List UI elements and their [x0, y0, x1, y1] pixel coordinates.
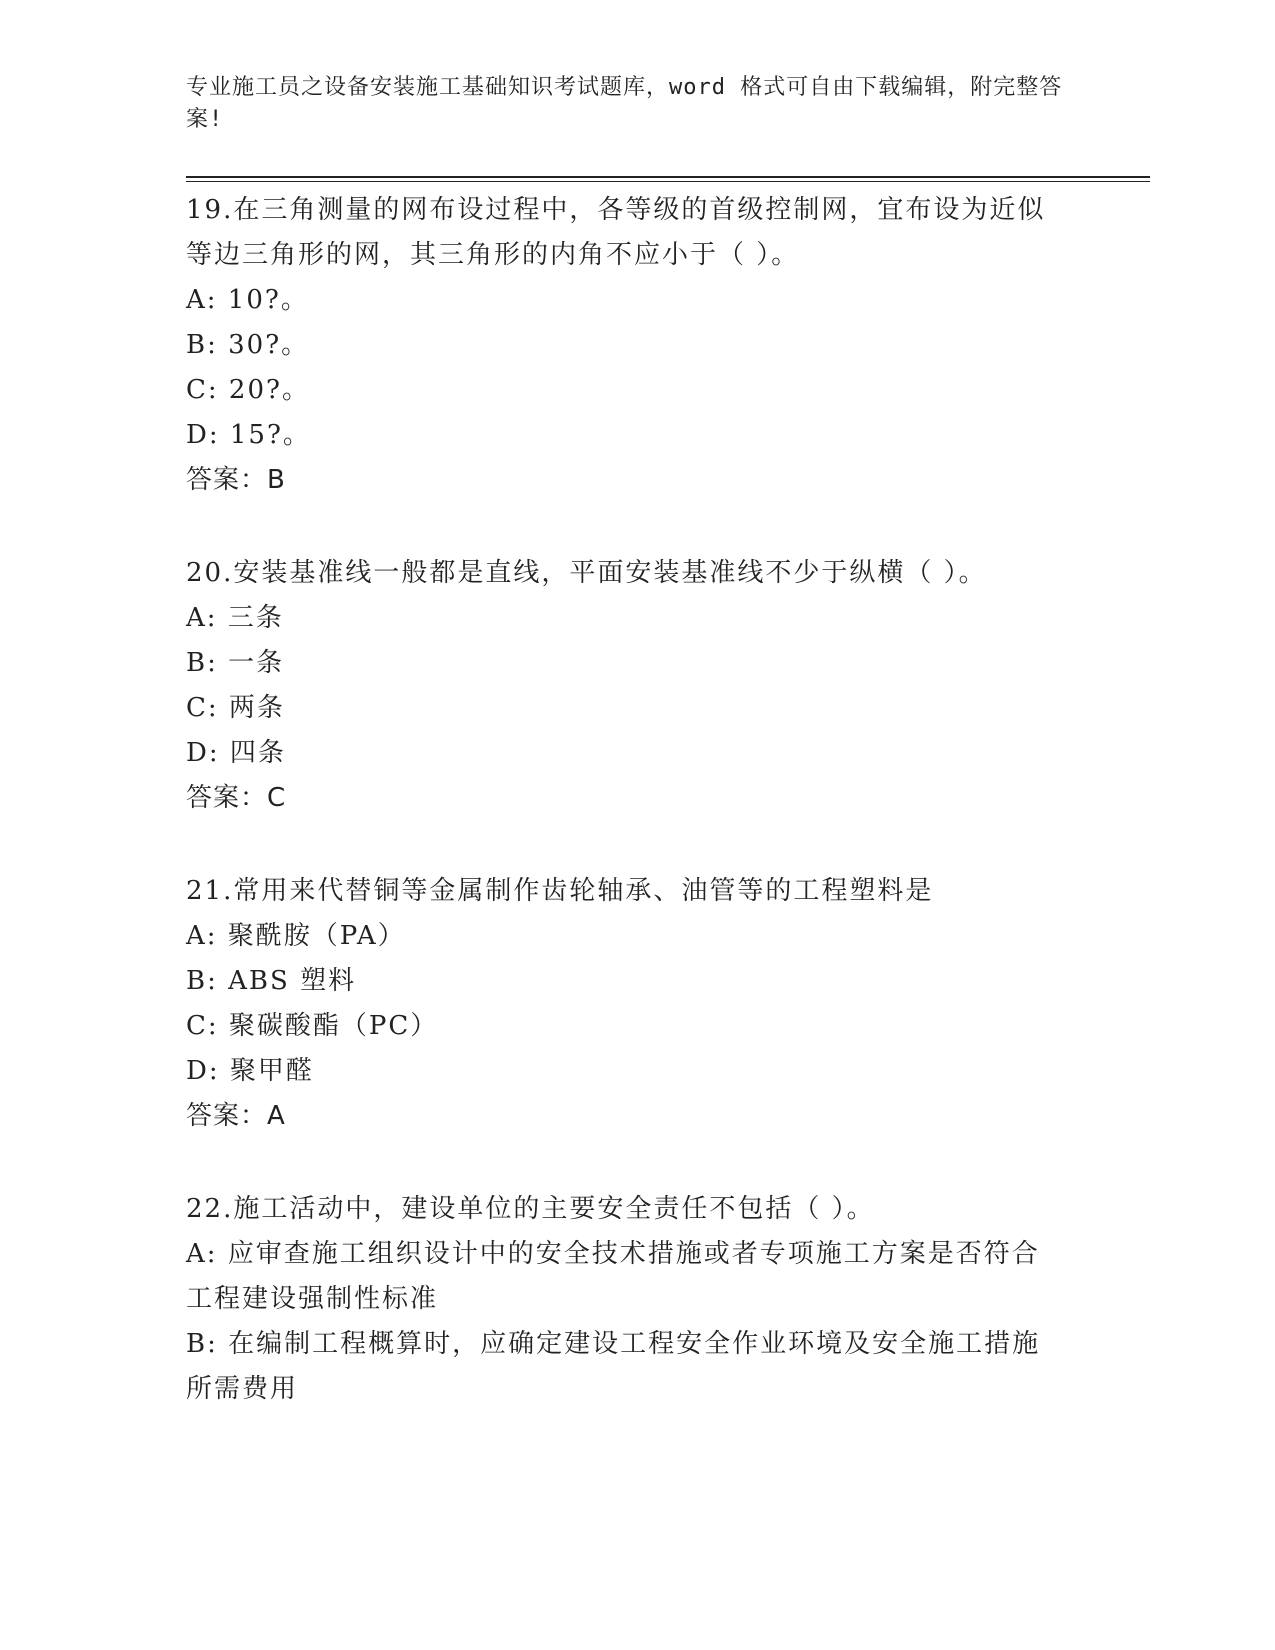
- question-stem: 20.安装基准线一般都是直线，平面安装基准线不少于纵横（ ）。: [186, 558, 987, 588]
- option-a: A: 10?。: [186, 285, 309, 315]
- document-header: 专业施工员之设备安装施工基础知识考试题库，word 格式可自由下载编辑，附完整答案!: [186, 75, 1063, 132]
- header-rule-thin: [186, 181, 1150, 182]
- option-b: B: ABS 塑料: [186, 966, 357, 996]
- question-stem: 19.在三角测量的网布设过程中，各等级的首级控制网，宜布设为近似等边三角形的网，其三角形的内角不应小于（ ）。: [186, 195, 1046, 270]
- question-stem: 21.常用来代替铜等金属制作齿轮轴承、油管等的工程塑料是: [186, 876, 934, 906]
- question-stem: 22.施工活动中，建设单位的主要安全责任不包括（ ）。: [186, 1194, 875, 1224]
- question-list: [186, 188, 1066, 1412]
- answer: 答案：C: [186, 783, 287, 813]
- question-21: [186, 869, 1066, 1139]
- option-c: C: 两条: [186, 693, 285, 723]
- question-19: [186, 188, 1066, 503]
- option-d: D: 四条: [186, 738, 286, 768]
- option-d: D: 15?。: [186, 420, 311, 450]
- answer: 答案：A: [186, 1101, 286, 1131]
- option-b: B: 一条: [186, 648, 285, 678]
- answer: 答案：B: [186, 465, 286, 495]
- option-c: C: 聚碳酸酯（PC）: [186, 1011, 439, 1041]
- option-d: D: 聚甲醛: [186, 1056, 314, 1086]
- option-a: A: 三条: [186, 603, 284, 633]
- question-22: [186, 1187, 1066, 1412]
- option-a: A: 聚酰胺（PA）: [186, 921, 406, 951]
- option-b: B: 在编制工程概算时，应确定建设工程安全作业环境及安全施工措施所需费用: [186, 1329, 1041, 1404]
- option-a: A: 应审查施工组织设计中的安全技术措施或者专项施工方案是否符合工程建设强制性标准: [186, 1239, 1040, 1314]
- option-b: B: 30?。: [186, 330, 310, 360]
- header-rule-thick: [186, 176, 1150, 178]
- option-c: C: 20?。: [186, 375, 310, 405]
- question-20: [186, 551, 1066, 821]
